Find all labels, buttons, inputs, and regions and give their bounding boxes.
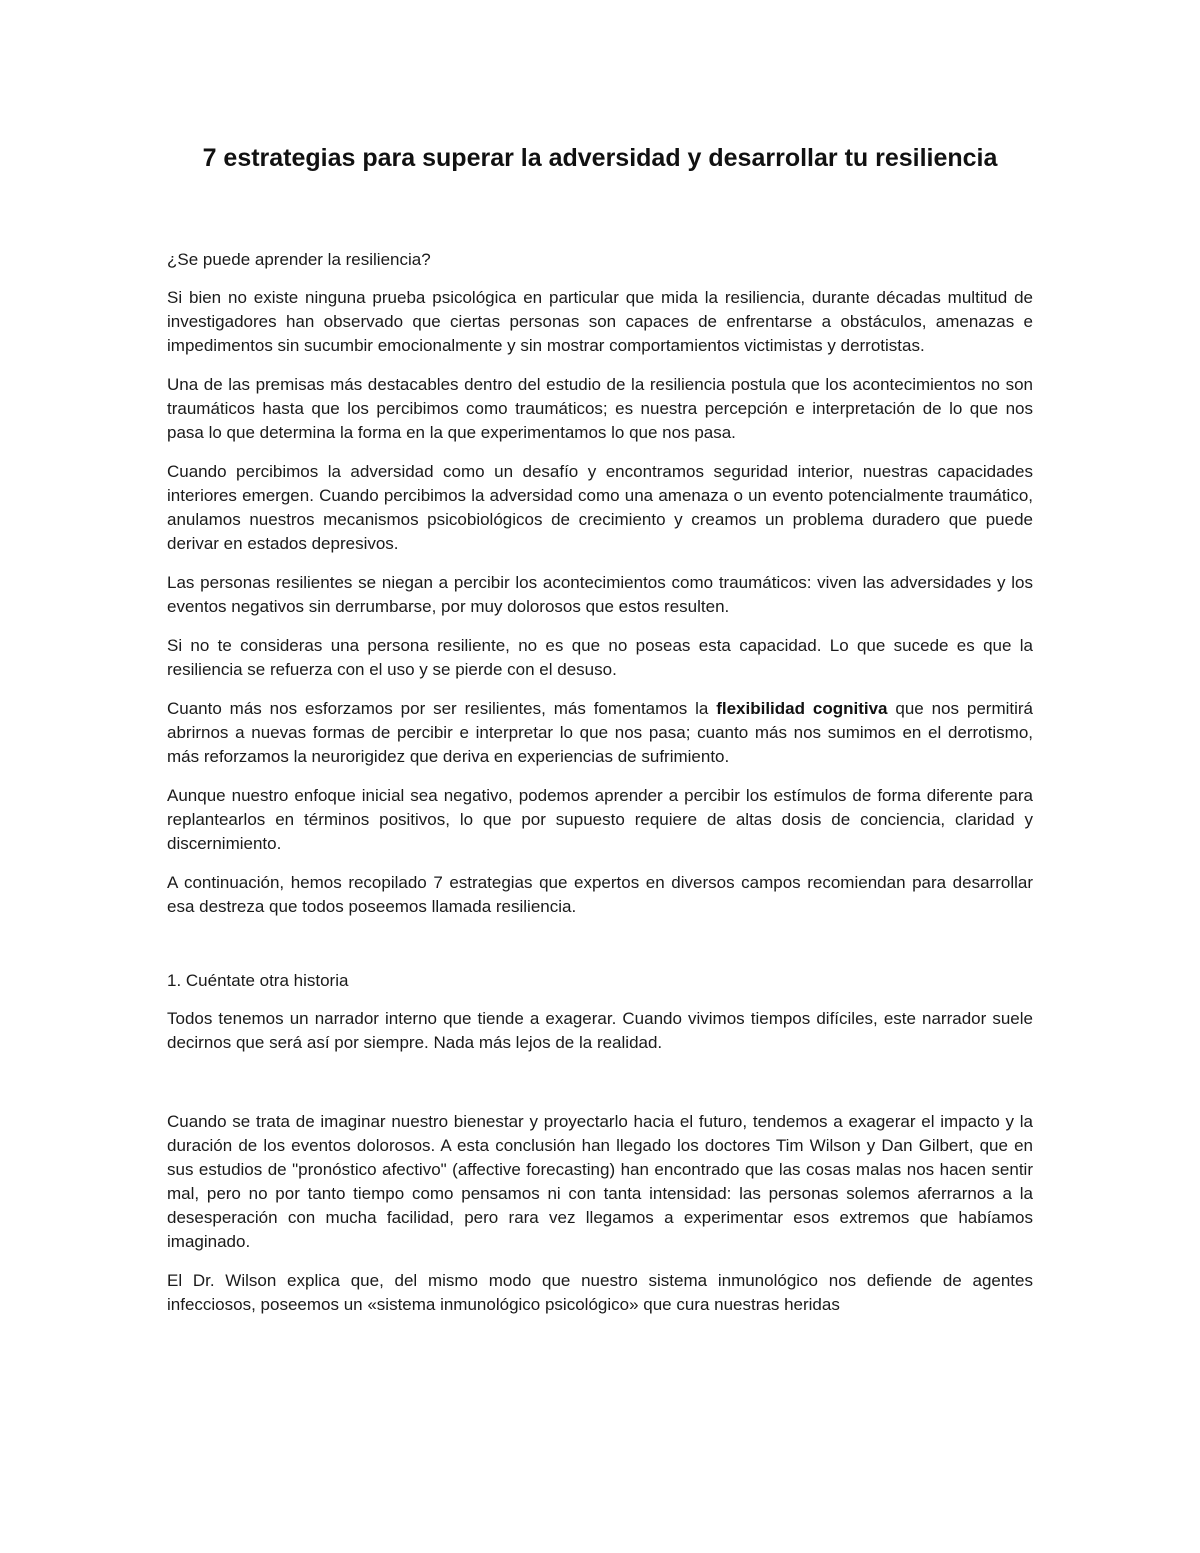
paragraph-cognitive-flexibility	[167, 697, 1033, 769]
section-heading: 1. Cuéntate otra historia	[167, 971, 349, 990]
paragraph: Cuando se trata de imaginar nuestro bienestar y proyectarlo hacia el futuro, tendemos a exagerar el impacto y la duración de los eventos dolorosos. A esta conclusión han llegado los doctores Tim Wilson y Dan Gilbert, que en sus estudios de "pronóstico afectivo" (affective forecasting) han encontrado que las cosas malas nos hacen sentir mal, pero no por tanto tiempo como pensamos ni con tanta intensidad: las personas solemos aferrarnos a la desesperación con mucha facilidad, pero rara vez llegamos a experimentar esos extremos que habíamos imaginado.	[167, 1112, 1033, 1251]
paragraph: Las personas resilientes se niegan a percibir los acontecimientos como traumáticos: viven las adversidades y los eventos negativos sin derrumbarse, por muy dolorosos que estos resulten.	[167, 573, 1033, 616]
question-heading: ¿Se puede aprender la resiliencia?	[167, 250, 431, 269]
document-title: 7 estrategias para superar la adversidad y desarrollar tu resiliencia	[202, 144, 998, 172]
paragraph: El Dr. Wilson explica que, del mismo modo que nuestro sistema inmunológico nos defiende de agentes infecciosos, poseemos un «sistema inmunológico psicológico» que cura nuestras heridas	[167, 1271, 1033, 1314]
paragraph: A continuación, hemos recopilado 7 estrategias que expertos en diversos campos recomiendan para desarrollar esa destreza que todos poseemos llamada resiliencia.	[167, 873, 1033, 916]
document-body	[167, 141, 1033, 1332]
paragraph: Todos tenemos un narrador interno que tiende a exagerar. Cuando vivimos tiempos difíciles, este narrador suele decirnos que será así por siempre. Nada más lejos de la realidad.	[167, 1009, 1033, 1052]
paragraph: Cuando percibimos la adversidad como un desafío y encontramos seguridad interior, nuestras capacidades interiores emergen. Cuando percibimos la adversidad como una amenaza o un evento potencialmente traumático, anulamos nuestros mecanismos psicobiológicos de crecimiento y creamos un problema duradero que puede derivar en estados depresivos.	[167, 462, 1033, 553]
paragraph: Aunque nuestro enfoque inicial sea negativo, podemos aprender a percibir los estímulos de forma diferente para replantearlos en términos positivos, lo que por supuesto requiere de altas dosis de conciencia, claridad y discernimiento.	[167, 786, 1033, 853]
paragraph: Si no te consideras una persona resiliente, no es que no poseas esta capacidad. Lo que sucede es que la resiliencia se refuerza con el uso y se pierde con el desuso.	[167, 636, 1033, 679]
paragraph: Si bien no existe ninguna prueba psicológica en particular que mida la resiliencia, durante décadas multitud de investigadores han observado que ciertas personas son capaces de enfrentarse a obstáculos, amenazas e impedimentos sin sucumbir emocionalmente y sin mostrar comportamientos victimistas y derrotistas.	[167, 288, 1033, 355]
bold-term: flexibilidad cognitiva	[716, 699, 888, 718]
paragraph: Una de las premisas más destacables dentro del estudio de la resiliencia postula que los acontecimientos no son traumáticos hasta que los percibimos como traumáticos; es nuestra percepción e interpretación de lo que nos pasa lo que determina la forma en la que experimentamos lo que nos pasa.	[167, 375, 1033, 442]
paragraph-text: que nos permitirá abrirnos a nuevas formas de percibir e interpretar lo que nos pasa; cuanto más nos sumimos en el derrotismo, más reforzamos la neurorigidez que deriva en experiencias de sufrimiento.	[167, 699, 1033, 766]
paragraph-text: Cuanto más nos esforzamos por ser resilientes, más fomentamos la	[167, 699, 717, 718]
